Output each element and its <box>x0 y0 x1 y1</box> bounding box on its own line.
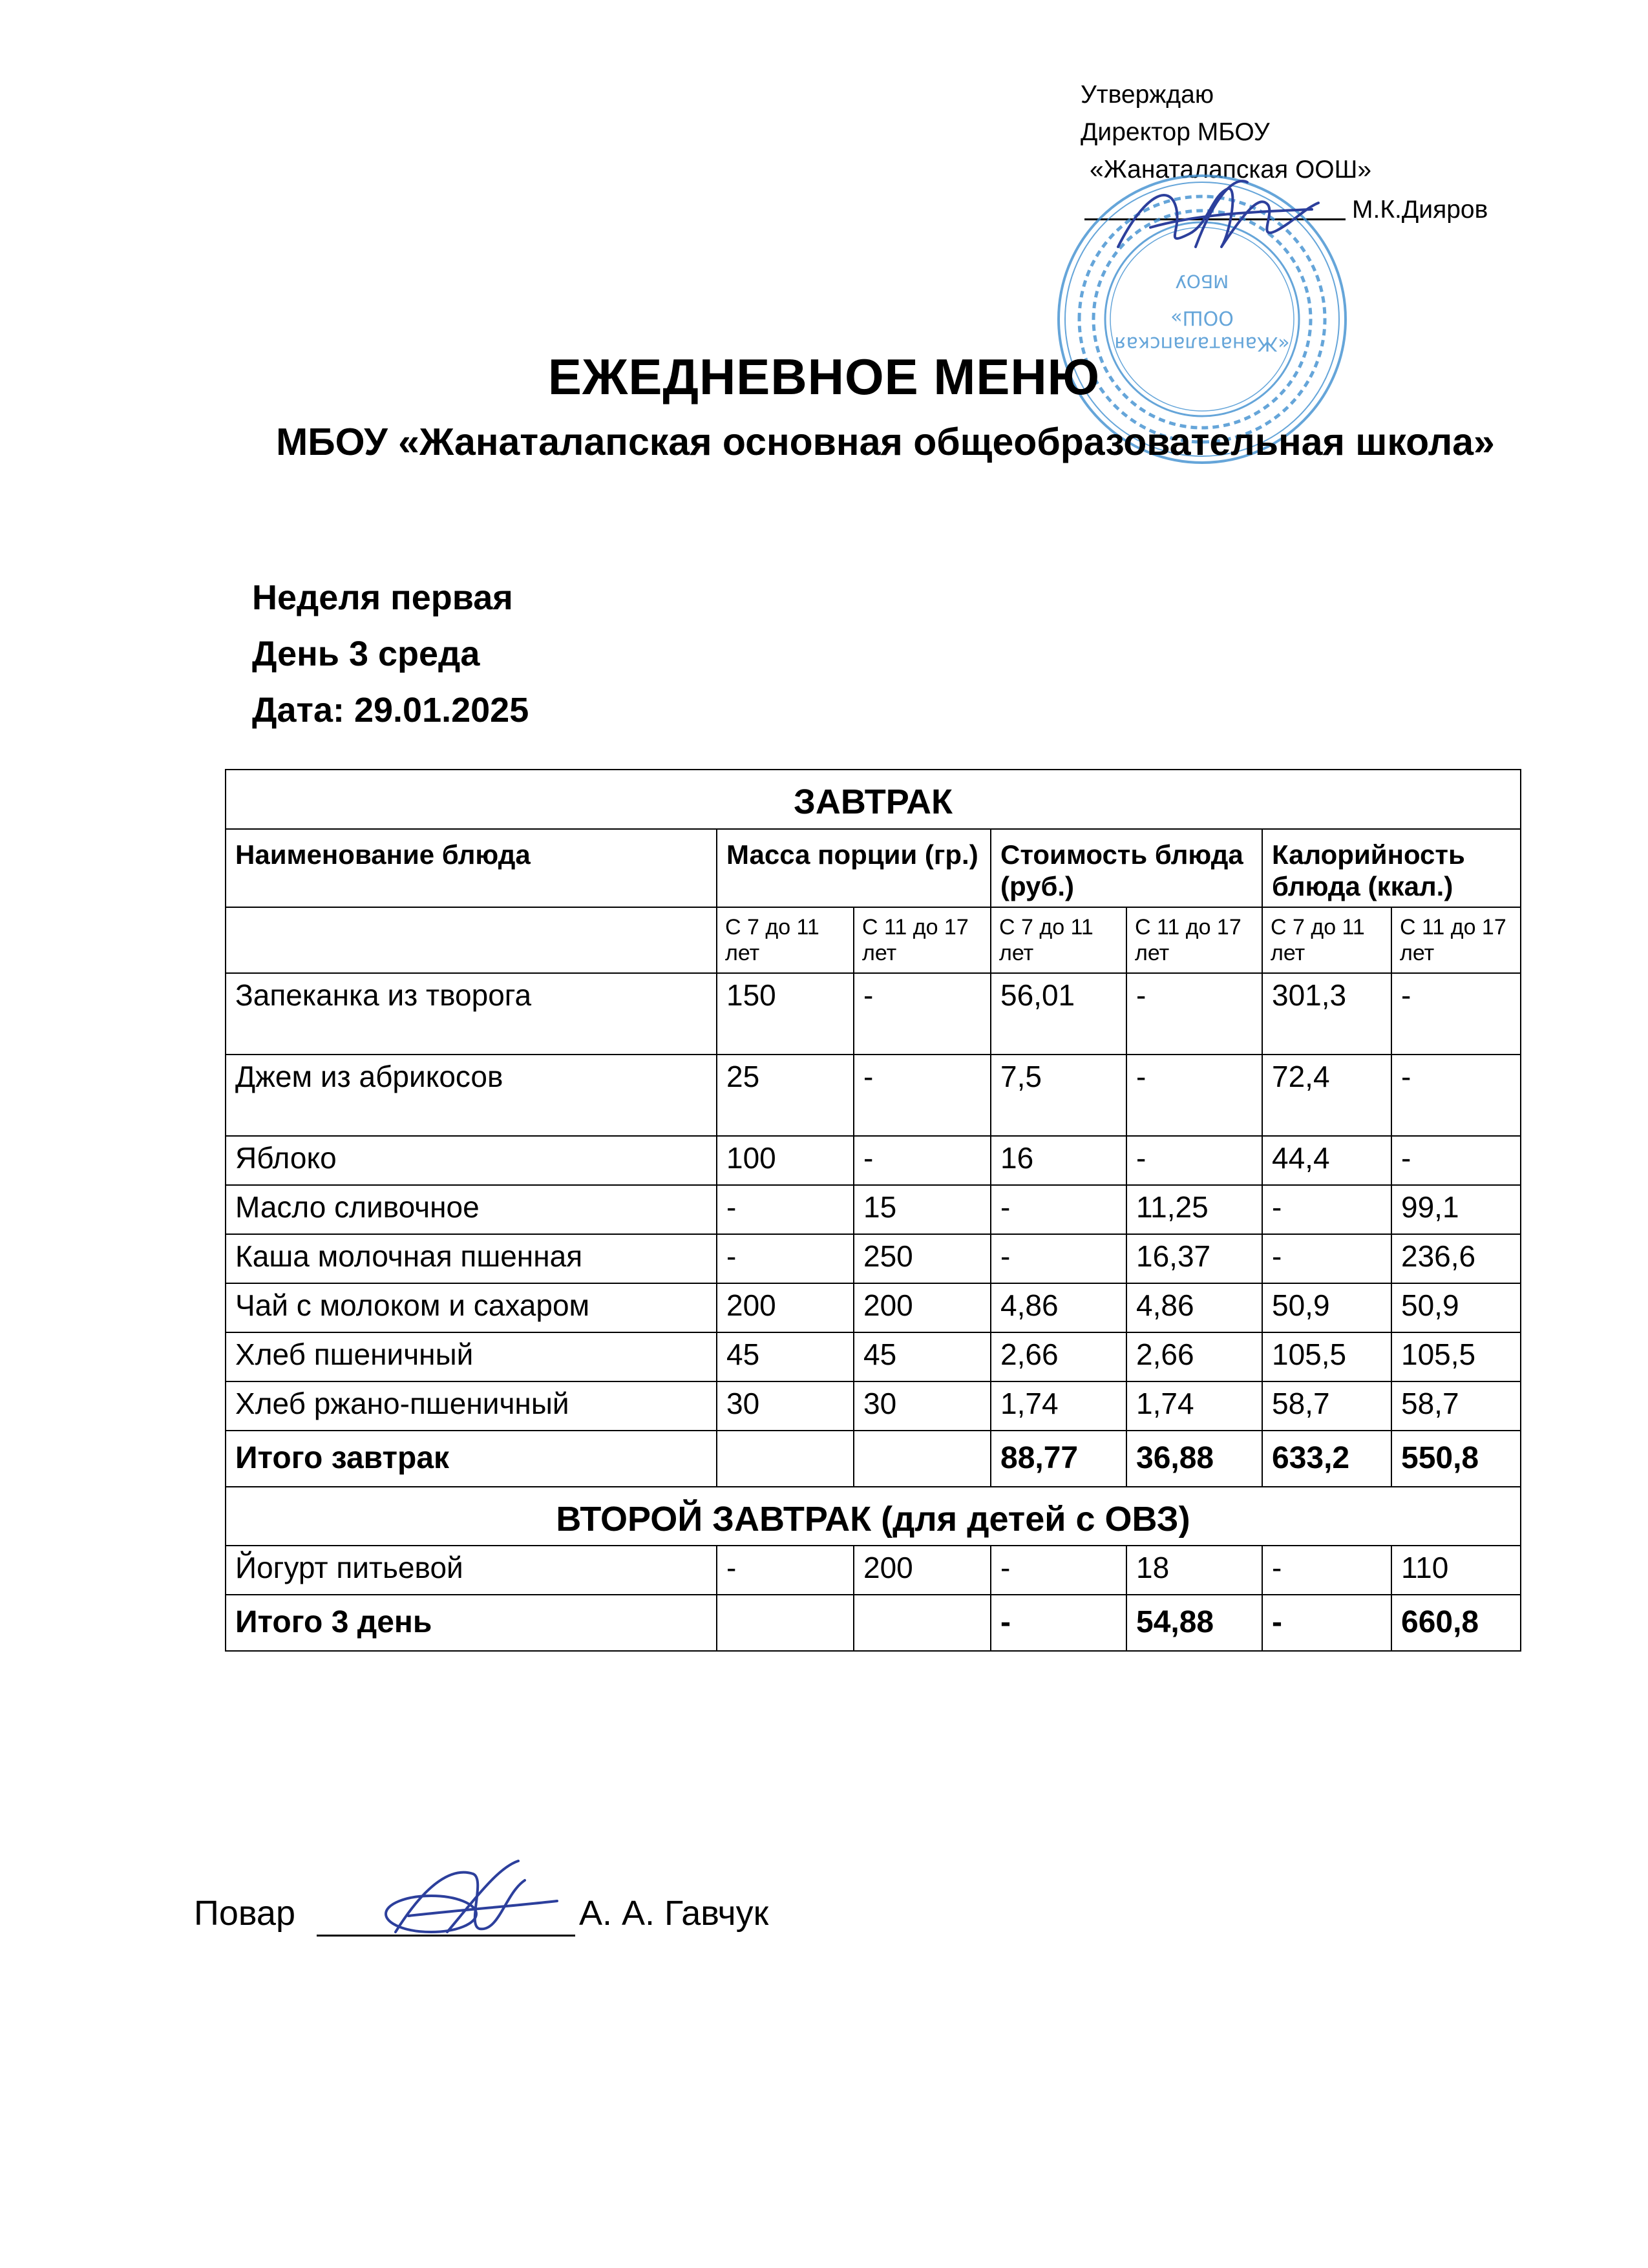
header-row <box>226 829 1521 907</box>
dish-name: Йогурт питьевой <box>226 1546 717 1595</box>
calories-young: - <box>1262 1234 1391 1283</box>
calories-old: 99,1 <box>1391 1185 1521 1234</box>
cost-old: 2,66 <box>1126 1332 1262 1381</box>
calories-young: - <box>1262 1185 1391 1234</box>
calories-old: - <box>1391 973 1521 1055</box>
cost-young: 56,01 <box>991 973 1126 1055</box>
dish-name: Яблоко <box>226 1136 717 1185</box>
age-header-empty <box>226 907 717 973</box>
col-header-mass: Масса порции (гр.) <box>717 829 991 907</box>
col-header-calories: Калорийность блюда (ккал.) <box>1262 829 1521 907</box>
day-total-mass-old <box>854 1595 991 1651</box>
cook-block <box>194 1893 969 1945</box>
approval-school: «Жанаталапская ООШ» <box>1090 156 1372 184</box>
dish-name: Хлеб ржано-пшеничный <box>226 1381 717 1431</box>
dish-row <box>226 1332 1521 1381</box>
calories-young: 50,9 <box>1262 1283 1391 1332</box>
calories-young: - <box>1262 1546 1391 1595</box>
day-total-row <box>226 1595 1521 1651</box>
mass-young: 30 <box>717 1381 854 1431</box>
calories-young: 72,4 <box>1262 1055 1391 1136</box>
cost-young: 4,86 <box>991 1283 1126 1332</box>
school-name: МБОУ «Жанаталапская основная общеобразовательная школа» <box>276 421 1495 463</box>
calories-old: 110 <box>1391 1546 1521 1595</box>
menu-table <box>225 769 1521 1652</box>
calories-young: 105,5 <box>1262 1332 1391 1381</box>
second-breakfast-title: ВТОРОЙ ЗАВТРАК (для детей с ОВЗ) <box>226 1487 1521 1546</box>
menu-info <box>252 570 529 739</box>
approval-position: Директор МБОУ <box>1081 118 1270 146</box>
approval-heading: Утверждаю <box>1081 81 1214 109</box>
dish-row <box>226 1381 1521 1431</box>
breakfast-total-calories-young: 633,2 <box>1262 1431 1391 1487</box>
stamp-text-2: ООШ» <box>1170 306 1234 329</box>
mass-young: 100 <box>717 1136 854 1185</box>
calories-old: - <box>1391 1055 1521 1136</box>
dish-name: Запеканка из творога <box>226 973 717 1055</box>
calories-old: 236,6 <box>1391 1234 1521 1283</box>
day-total-calories-young: - <box>1262 1595 1391 1651</box>
dish-row <box>226 1055 1521 1136</box>
mass-old: - <box>854 1055 991 1136</box>
breakfast-total-cost-young: 88,77 <box>991 1431 1126 1487</box>
cost-old: 1,74 <box>1126 1381 1262 1431</box>
mass-age-old: С 11 до 17 лет <box>854 907 991 973</box>
calories-young: 58,7 <box>1262 1381 1391 1431</box>
calories-old: 105,5 <box>1391 1332 1521 1381</box>
mass-old: 30 <box>854 1381 991 1431</box>
calories-young: 301,3 <box>1262 973 1391 1055</box>
mass-young: 200 <box>717 1283 854 1332</box>
cost-old: 4,86 <box>1126 1283 1262 1332</box>
menu-table-body <box>226 770 1521 1651</box>
mass-old: 45 <box>854 1332 991 1381</box>
day-total-label: Итого 3 день <box>226 1595 717 1651</box>
mass-age-young: С 7 до 11 лет <box>717 907 854 973</box>
dish-name: Хлеб пшеничный <box>226 1332 717 1381</box>
mass-old: - <box>854 1136 991 1185</box>
stamp-text-1: «Жанаталапская <box>1114 332 1290 355</box>
calories-young: 44,4 <box>1262 1136 1391 1185</box>
mass-young: - <box>717 1546 854 1595</box>
dish-row <box>226 1234 1521 1283</box>
director-signature <box>1099 169 1331 266</box>
breakfast-total-label: Итого завтрак <box>226 1431 717 1487</box>
mass-young: 150 <box>717 973 854 1055</box>
cost-old: 16,37 <box>1126 1234 1262 1283</box>
mass-young: - <box>717 1234 854 1283</box>
breakfast-total-calories-old: 550,8 <box>1391 1431 1521 1487</box>
col-header-dish: Наименование блюда <box>226 829 717 907</box>
calories-age-young: С 7 до 11 лет <box>1262 907 1391 973</box>
breakfast-total-cost-old: 36,88 <box>1126 1431 1262 1487</box>
cost-age-old: С 11 до 17 лет <box>1126 907 1262 973</box>
cook-name: А. А. Гавчук <box>579 1894 769 1933</box>
second-breakfast-row <box>226 1546 1521 1595</box>
age-header-row <box>226 907 1521 973</box>
mass-young: 45 <box>717 1332 854 1381</box>
cost-young: 2,66 <box>991 1332 1126 1381</box>
week-label: Неделя первая <box>252 578 513 617</box>
cost-young: - <box>991 1546 1126 1595</box>
cost-old: - <box>1126 1136 1262 1185</box>
mass-old: 15 <box>854 1185 991 1234</box>
cost-young: 1,74 <box>991 1381 1126 1431</box>
mass-old: 200 <box>854 1546 991 1595</box>
director-name: М.К.Дияров <box>1352 196 1488 224</box>
cook-label: Повар <box>194 1894 295 1933</box>
dish-name: Чай с молоком и сахаром <box>226 1283 717 1332</box>
cook-signature-line <box>317 1935 575 1937</box>
day-total-cost-young: - <box>991 1595 1126 1651</box>
breakfast-total-mass-young <box>717 1431 854 1487</box>
calories-old: - <box>1391 1136 1521 1185</box>
day-total-mass-young <box>717 1595 854 1651</box>
calories-age-old: С 11 до 17 лет <box>1391 907 1521 973</box>
dish-row <box>226 1283 1521 1332</box>
dish-name: Масло сливочное <box>226 1185 717 1234</box>
calories-old: 50,9 <box>1391 1283 1521 1332</box>
col-header-cost: Стоимость блюда (руб.) <box>991 829 1262 907</box>
cost-old: - <box>1126 973 1262 1055</box>
stamp-text-3: МБОУ <box>1175 271 1229 292</box>
cost-young: - <box>991 1234 1126 1283</box>
mass-old: 250 <box>854 1234 991 1283</box>
breakfast-section-row <box>226 770 1521 829</box>
cost-old: 11,25 <box>1126 1185 1262 1234</box>
day-label: День 3 среда <box>252 635 480 673</box>
mass-old: 200 <box>854 1283 991 1332</box>
cost-age-young: С 7 до 11 лет <box>991 907 1126 973</box>
cost-young: 16 <box>991 1136 1126 1185</box>
cost-old: - <box>1126 1055 1262 1136</box>
second-breakfast-section-row <box>226 1487 1521 1546</box>
day-total-calories-old: 660,8 <box>1391 1595 1521 1651</box>
dish-name: Джем из абрикосов <box>226 1055 717 1136</box>
mass-old: - <box>854 973 991 1055</box>
page-title: ЕЖЕДНЕВНОЕ МЕНЮ <box>547 348 1101 405</box>
calories-old: 58,7 <box>1391 1381 1521 1431</box>
mass-young: 25 <box>717 1055 854 1136</box>
breakfast-total-mass-old <box>854 1431 991 1487</box>
cost-young: - <box>991 1185 1126 1234</box>
day-total-cost-old: 54,88 <box>1126 1595 1262 1651</box>
dish-row <box>226 1136 1521 1185</box>
dish-row <box>226 973 1521 1055</box>
cost-young: 7,5 <box>991 1055 1126 1136</box>
mass-young: - <box>717 1185 854 1234</box>
dish-row <box>226 1185 1521 1234</box>
breakfast-total-row <box>226 1431 1521 1487</box>
breakfast-title: ЗАВТРАК <box>226 770 1521 829</box>
cost-old: 18 <box>1126 1546 1262 1595</box>
dish-name: Каша молочная пшенная <box>226 1234 717 1283</box>
date-label: Дата: 29.01.2025 <box>252 691 529 730</box>
